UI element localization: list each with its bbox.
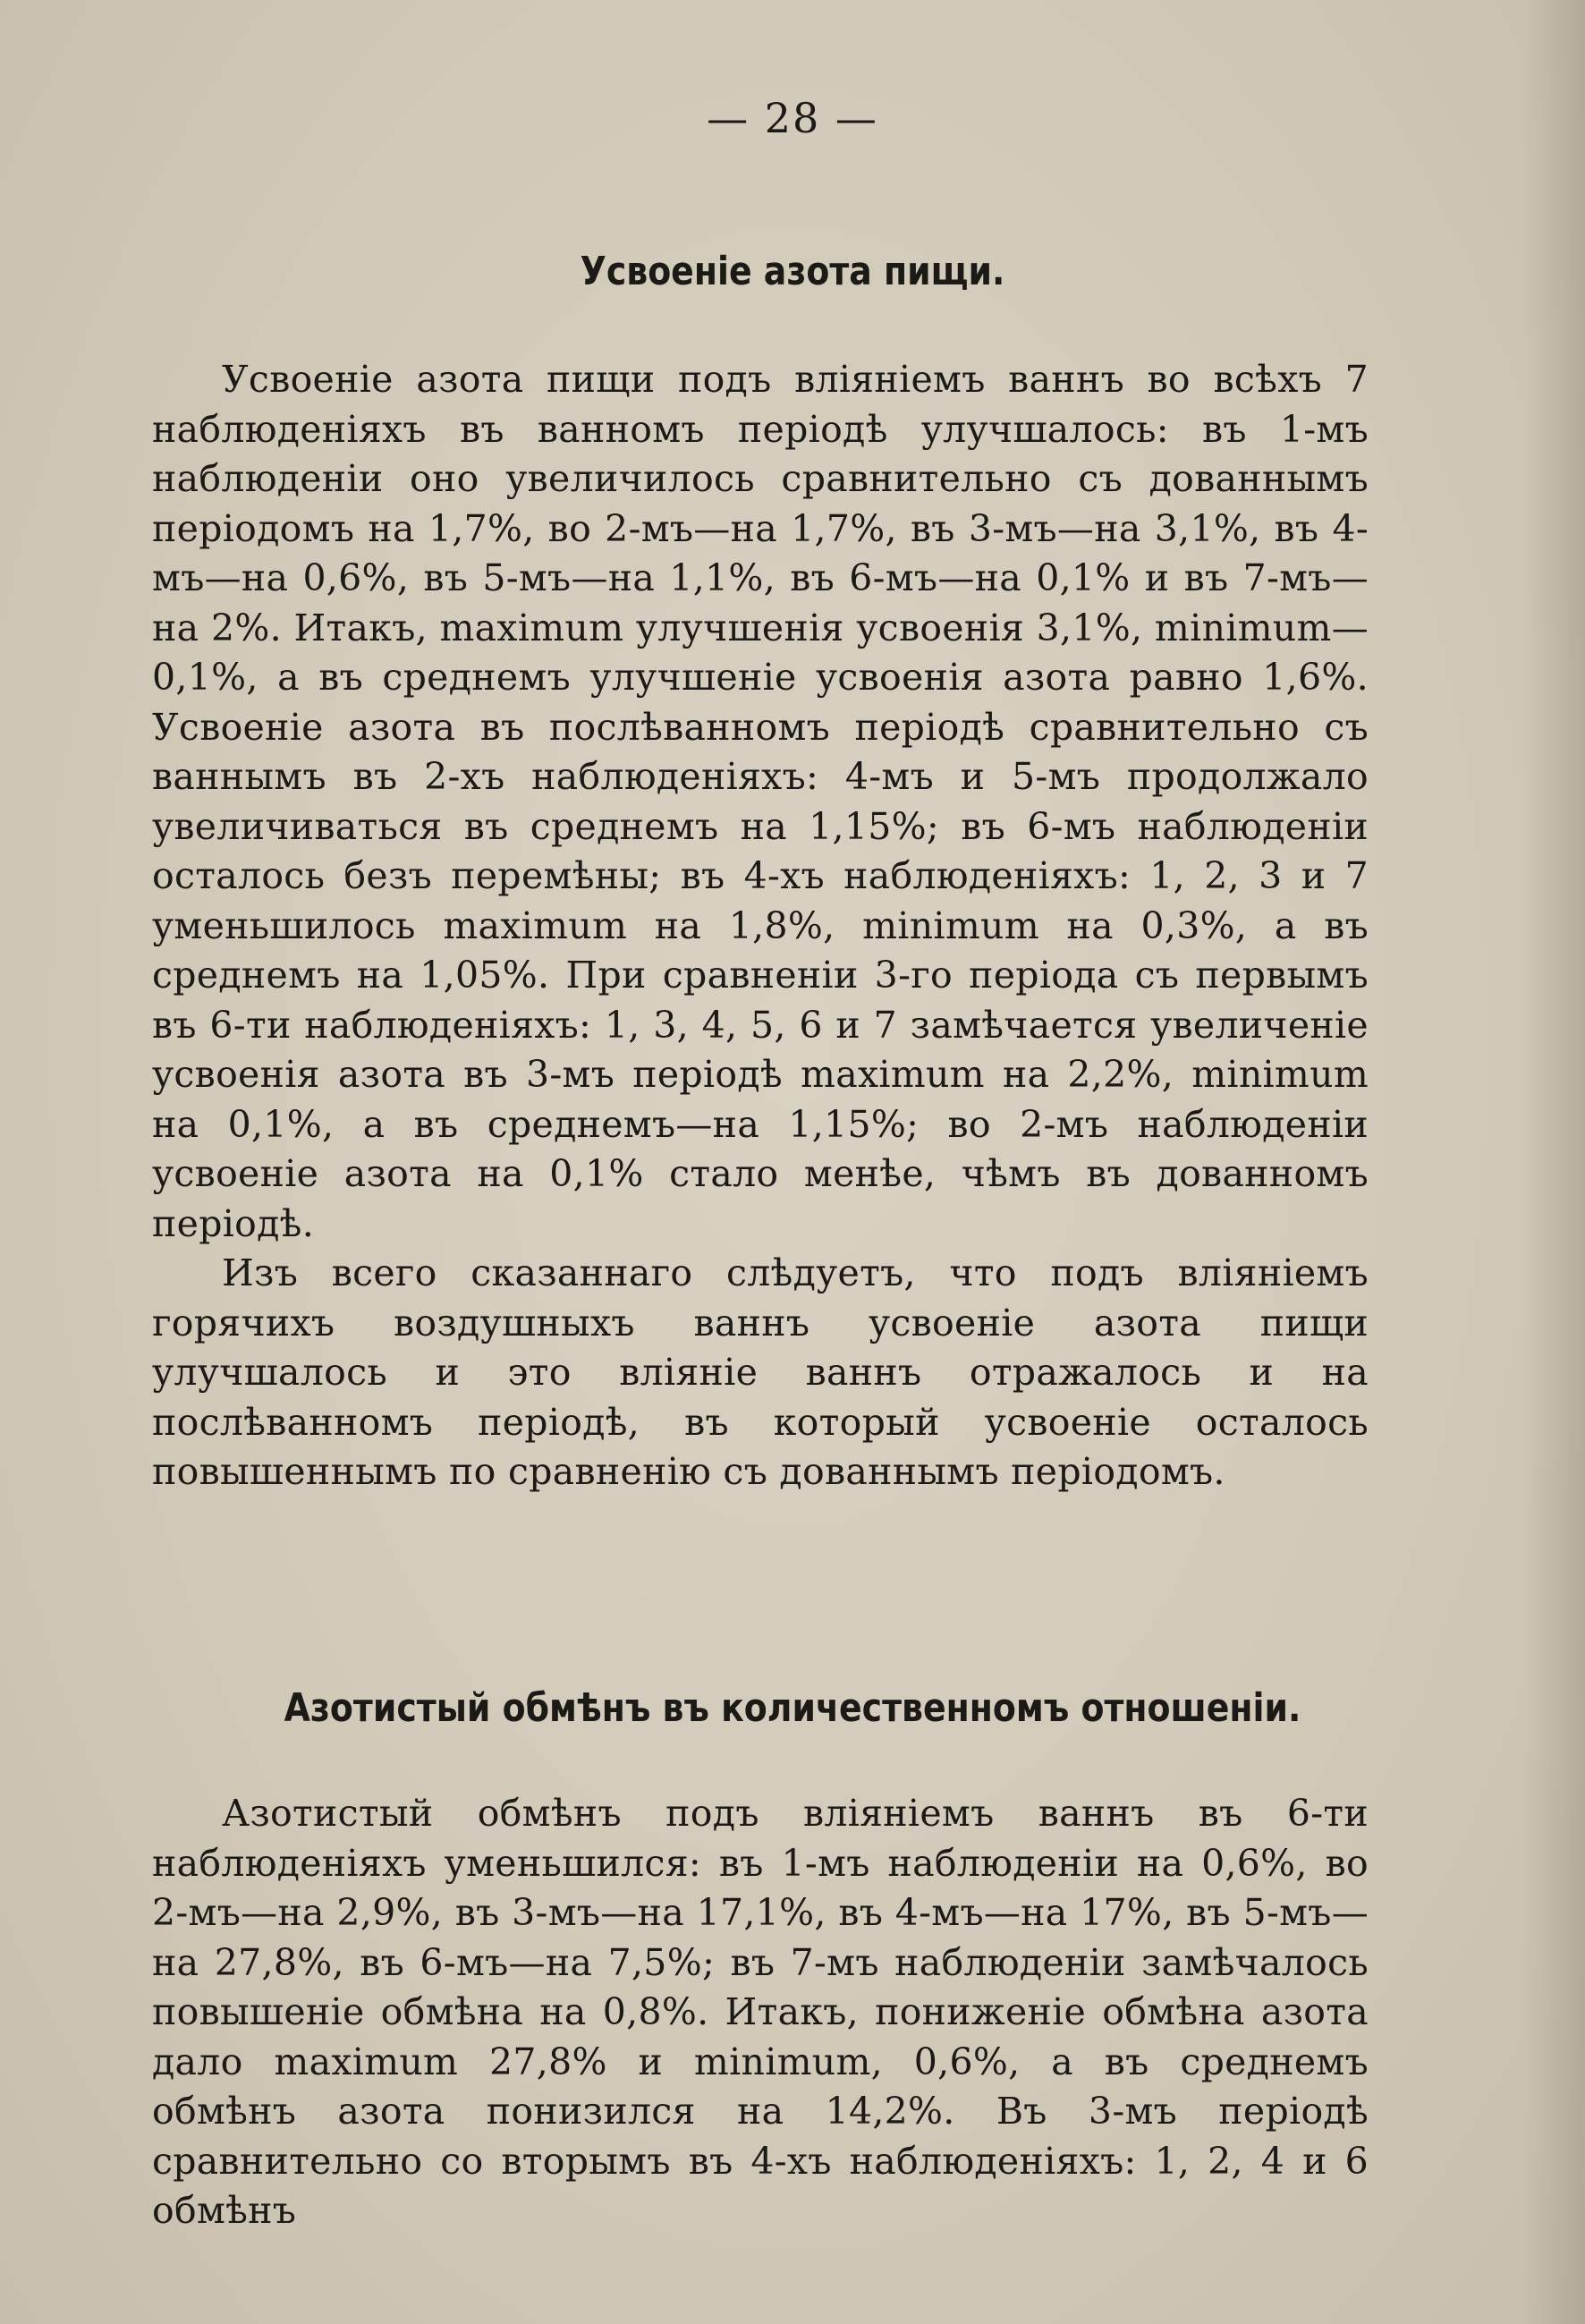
section-body-nitrogen-exchange (152, 1789, 1369, 2236)
paragraph: Усвоеніе азота пищи подъ вліяніемъ ваннъ во всѣхъ 7 наблюденіяхъ въ ванномъ періодѣ улучшалось: въ 1-мъ наблюденіи оно увеличилось сравнительно съ дованнымъ періодомъ на 1,7%, во 2-мъ—на 1,7%, въ 3-мъ—на 3,1%, въ 4-мъ—на 0,6%, въ 5-мъ—на 1,1%, въ 6-мъ—на 0,1% и въ 7-мъ—на 2%. Итакъ, maximum улучшенія усвоенія 3,1%, minimum—0,1%, а въ среднемъ улучшеніе усвоенія азота равно 1,6%. Усвоеніе азота въ послѣванномъ періодѣ сравнительно съ ваннымъ въ 2-хъ наблюденіяхъ: 4-мъ и 5-мъ продолжало увеличиваться въ среднемъ на 1,15%; въ 6-мъ наблюденіи осталось безъ перемѣны; въ 4-хъ наблюденіяхъ: 1, 2, 3 и 7 уменьшилось maximum на 1,8%, minimum на 0,3%, а въ среднемъ на 1,05%. При сравненіи 3-го періода съ первымъ въ 6-ти наблюденіяхъ: 1, 3, 4, 5, 6 и 7 замѣчается увеличеніе усвоенія азота въ 3-мъ періодѣ maximum на 2,2%, minimum на 0,1%, а въ среднемъ—на 1,15%; во 2-мъ наблюденіи усвоеніе азота на 0,1% стало менѣе, чѣмъ въ дованномъ періодѣ. (152, 358, 1369, 1245)
paragraph: Азотистый обмѣнъ подъ вліяніемъ ваннъ въ 6-ти наблюденіяхъ уменьшился: въ 1-мъ наблюденіи на 0,6%, во 2-мъ—на 2,9%, въ 3-мъ—на 17,1%, въ 4-мъ—на 17%, въ 5-мъ—на 27,8%, въ 6-мъ—на 7,5%; въ 7-мъ наблюденіи замѣчалось повышеніе обмѣна на 0,8%. Итакъ, пониженіе обмѣна азота дало maximum 27,8% и minimum, 0,6%, а въ среднемъ обмѣнъ азота понизился на 14,2%. Въ 3-мъ періодѣ сравнительно со вторымъ въ 4-хъ наблюденіяхъ: 1, 2, 4 и 6 обмѣнъ (152, 1792, 1369, 2232)
page-edge-shadow (1522, 0, 1585, 2324)
section-body-nitrogen-absorption (152, 355, 1369, 1497)
page-number: — 28 — (707, 94, 878, 142)
section-title-nitrogen-exchange: Азотистый обмѣнъ въ количественномъ отношеніи. (284, 1685, 1301, 1731)
paragraph: Изъ всего сказаннаго слѣдуетъ, что подъ вліяніемъ горячихъ воздушныхъ ваннъ усвоеніе азота пищи улучшалось и это вліяніе ваннъ отражалось и на послѣванномъ періодѣ, въ который усвоеніе осталось повышеннымъ по сравненію съ дованнымъ періодомъ. (152, 1251, 1369, 1493)
section-title-nitrogen-absorption: Усвоеніе азота пищи. (580, 249, 1005, 294)
